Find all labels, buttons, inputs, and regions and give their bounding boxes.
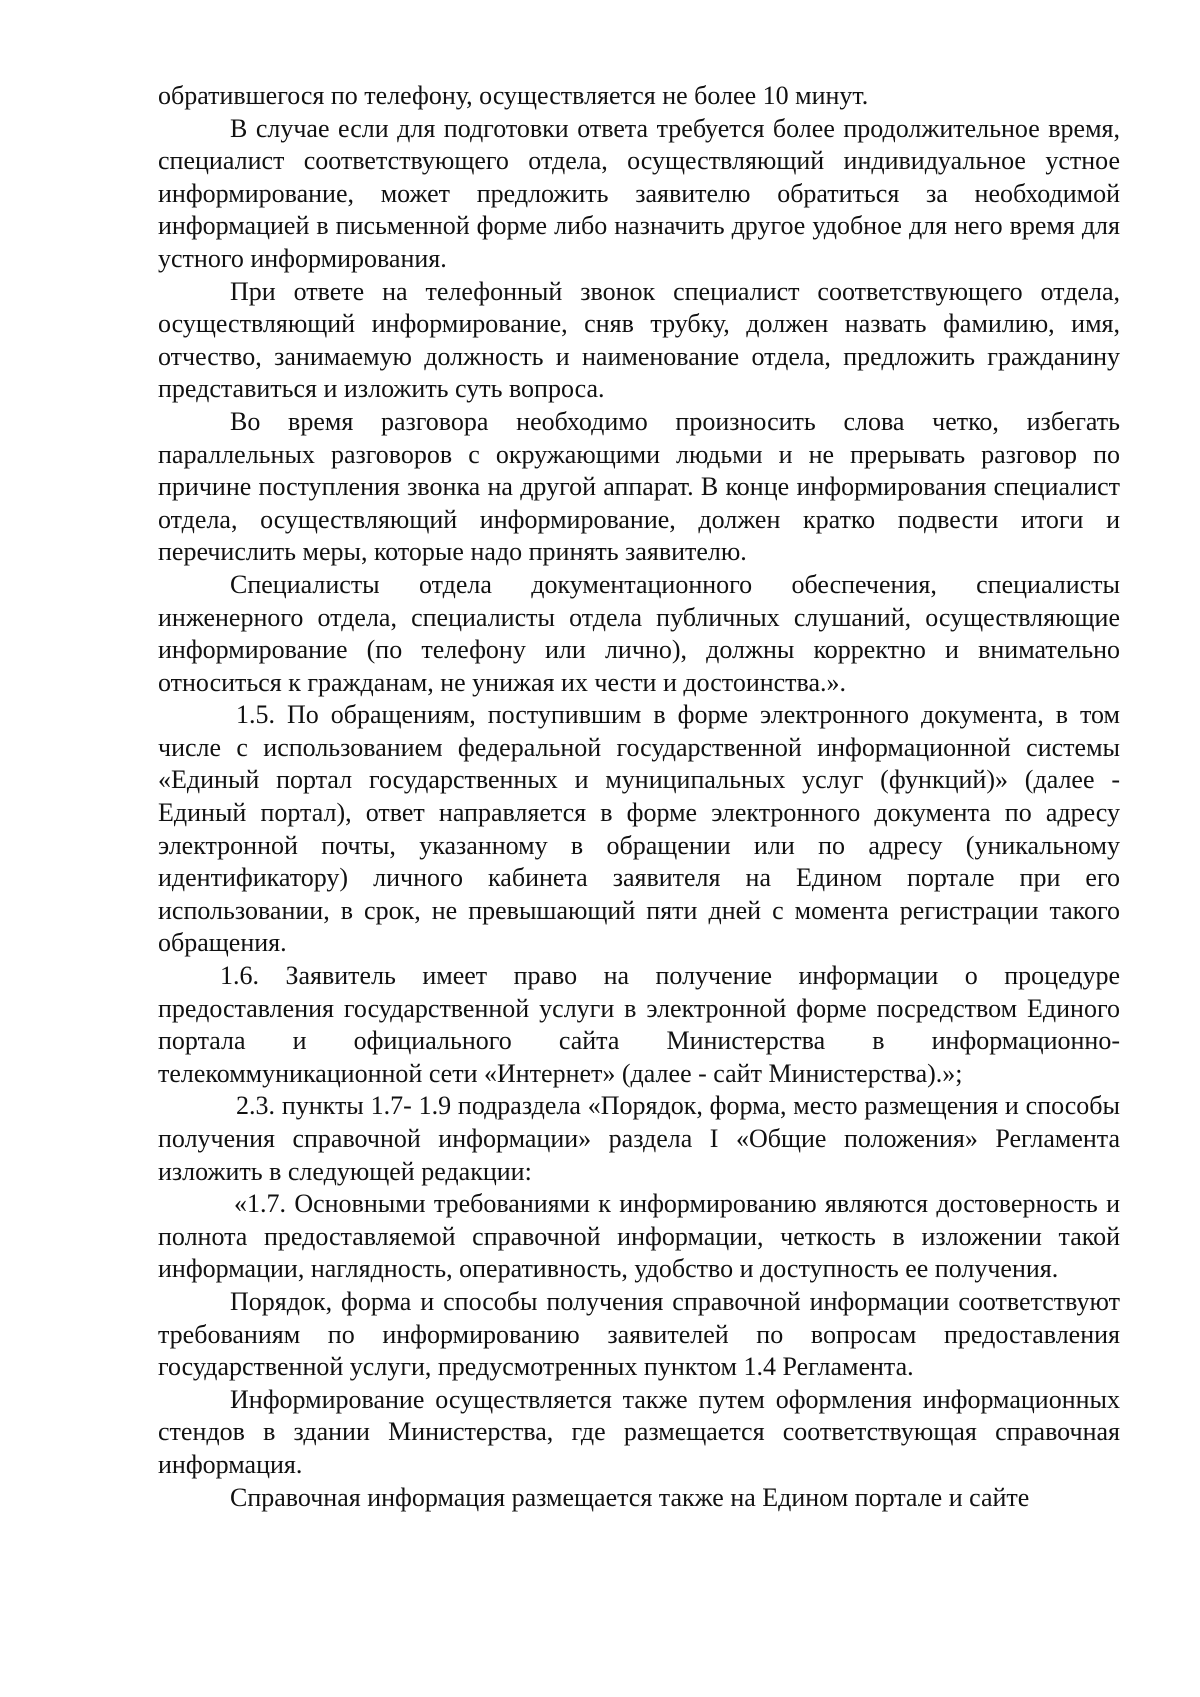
paragraph: обратившегося по телефону, осуществляется не более 10 минут. bbox=[158, 81, 869, 110]
paragraph: Специалисты отдела документационного обеспечения, специалисты инженерного отдела, специалисты отдела публичных слушаний, осуществляющие информирование (по телефону или лично), должны корректно и внимательно относиться к гражданам, не унижая их чести и достоинства.». bbox=[158, 569, 1120, 697]
paragraph: При ответе на телефонный звонок специалист соответствующего отдела, осуществляющий информирование, сняв трубку, должен назвать фамилию, имя, отчество, занимаемую должность и наименование отдела, предложить гражданину представиться и изложить суть вопроса. bbox=[158, 276, 1120, 404]
paragraph: 1.6. Заявитель имеет право на получение информации о процедуре предоставления государственной услуги в электронной форме посредством Единого портала и официального сайта Министерства в информационно-телекоммуникационной сети «Интернет» (далее - сайт Министерства).»; bbox=[158, 961, 1120, 1088]
paragraph: Справочная информация размещается также на Едином портале и сайте bbox=[230, 1482, 1030, 1512]
paragraph: 1.5. По обращениям, поступившим в форме электронного документа, в том числе с использованием федеральной государственной информационной системы «Единый портал государственных и муниципальных услуг (функций)» (далее - Единый портал), ответ направляется в форме электронного документа по адресу электронной почты, указанному в обращении или по адресу (уникальному идентификатору) личного кабинета заявителя на Едином портале при его использовании, в срок, не превышающий пяти дней с момента регистрации такого обращения. bbox=[158, 700, 1120, 958]
paragraph: В случае если для подготовки ответа требуется более продолжительное время, специалист соответствующего отдела, осуществляющий индивидуальное устное информирование, может предложить заявителю обратиться за необходимой информацией в письменной форме либо назначить другое удобное для него время для устного информирования. bbox=[158, 113, 1120, 273]
paragraph: 2.3. пункты 1.7- 1.9 подраздела «Порядок, форма, место размещения и способы получения справочной информации» раздела I «Общие положения» Регламента изложить в следующей редакции: bbox=[158, 1091, 1120, 1186]
document-body bbox=[158, 80, 1120, 1514]
paragraph: Информирование осуществляется также путем оформления информационных стендов в здании Министерства, где размещается соответствующая справочная информация. bbox=[158, 1384, 1120, 1479]
paragraph: Во время разговора необходимо произносить слова четко, избегать параллельных разговоров с окружающими людьми и не прерывать разговор по причине поступления звонка на другой аппарат. В конце информирования специалист отдела, осуществляющий информирование, должен кратко подвести итоги и перечислить меры, которые надо принять заявителю. bbox=[158, 406, 1120, 567]
paragraph: «1.7. Основными требованиями к информированию являются достоверность и полнота предоставляемой справочной информации, четкость в изложении такой информации, наглядность, оперативность, удобство и доступность ее получения. bbox=[158, 1189, 1120, 1284]
paragraph: Порядок, форма и способы получения справочной информации соответствуют требованиям по информированию заявителей по вопросам предоставления государственной услуги, предусмотренных пунктом 1.4 Регламента. bbox=[158, 1286, 1120, 1382]
